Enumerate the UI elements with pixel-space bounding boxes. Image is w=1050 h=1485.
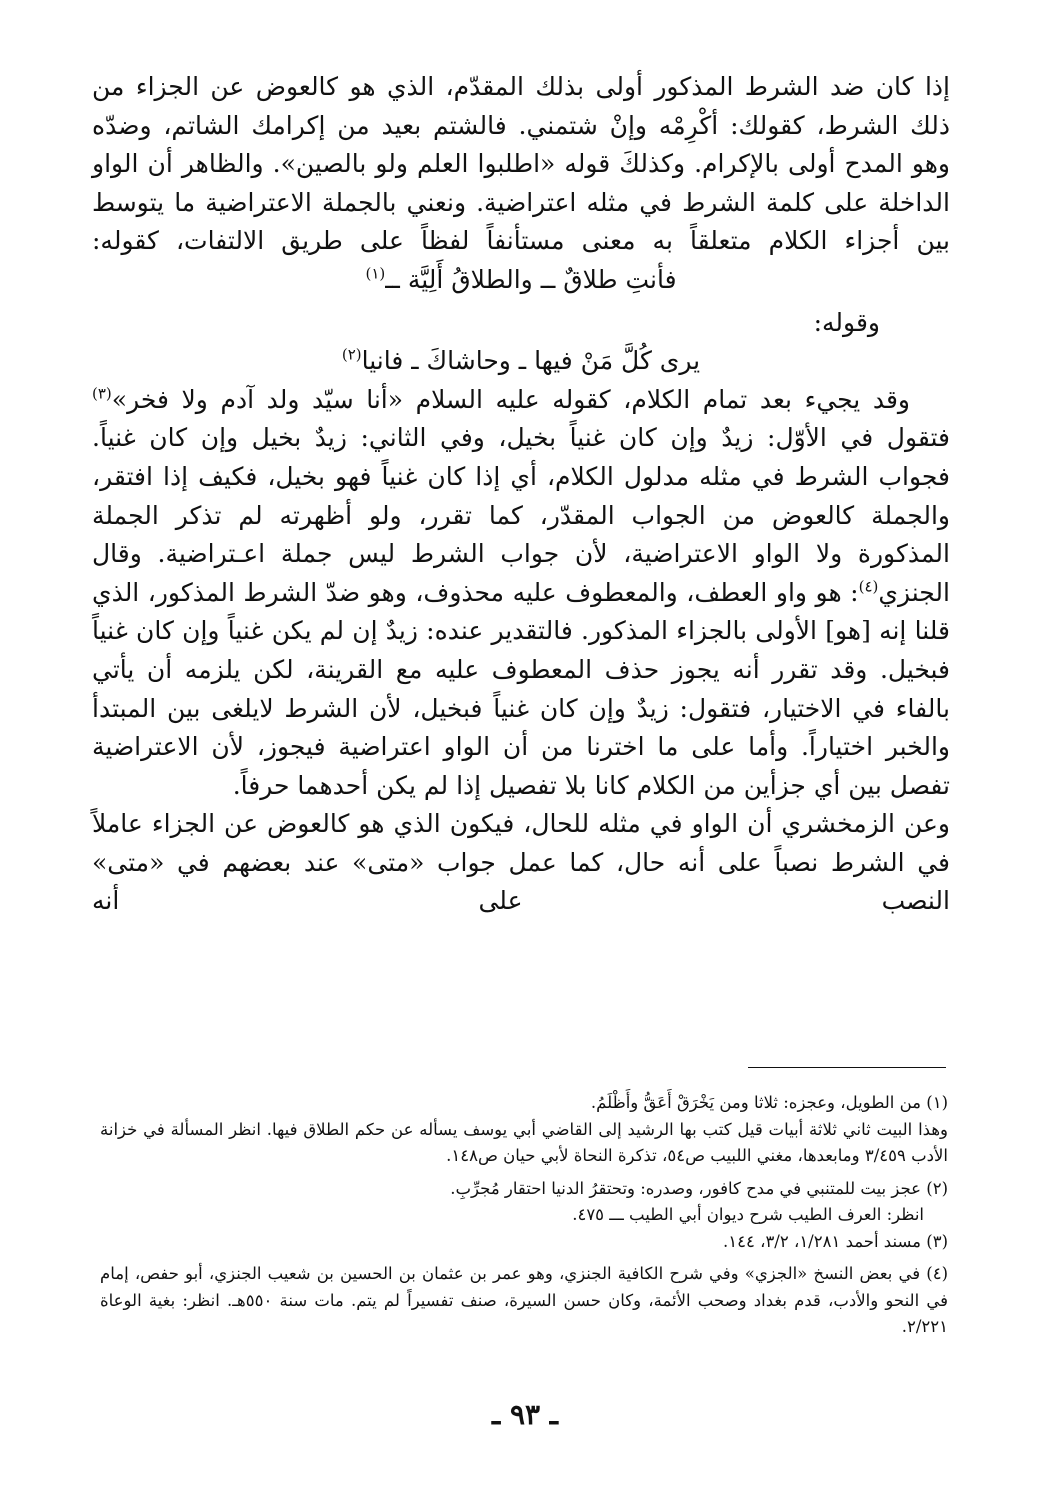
- main-text-body: [92, 68, 950, 921]
- footnotes-section: [100, 1090, 948, 1341]
- footnote-1: (١) من الطويل، وعجزه: ثلاثا ومن يَخْرَقْ أَعَقُّ وأَظْلَمُ.: [590, 1093, 948, 1112]
- verse-1-text: فأنتِ طلاقٌ ــ والطلاقُ أَلِيَّة ــ: [385, 264, 677, 294]
- footnote-ref-2: (٢): [341, 345, 362, 364]
- footnote-ref-4: (٤): [858, 577, 879, 596]
- footnote-3: (٣) مسند أحمد ١/٢٨١، ٣/٢، ١٤٤.: [723, 1231, 948, 1251]
- footnote-2: (٢) عجز بيت للمتنبي في مدح كافور، وصدره: وتحتقرُ الدنيا احتقار مُجرِّبِ.: [450, 1178, 948, 1198]
- footnote-4: (٤) في بعض النسخ «الجزي» وفي شرح الكافية الجنزي، وهو عمر بن عثمان بن الحسين بن شعيب الجنزي، أبو حفص، إمام في النحو والأدب، قدم بغداد وصحب الأئمة، وكان حسن السيرة، صنف تفسيراً لم يتم. مات سنة ٥٥٠هـ. انظر: بغية الوعاة ٢/٢٢١.: [100, 1264, 948, 1336]
- paragraph-2: [92, 381, 950, 806]
- footnote-ref-1: (١): [365, 264, 386, 283]
- paragraph-2-part-b: فتقول في الأوّل: زيدٌ وإن كان غنياً بخيل، وفي الثاني: زيدٌ بخيل وإن كان غنياً. فجواب الشرط في مثله مدلول الكلام، أي إذا كان غنياً فهو بخيل، فكيف إذا افتقر، والجملة كالعوض من الجواب المقدّر، كما تقرر، ولو أظهرته لم تذكر الجملة المذكورة ولا الواو الاعتراضية، لأن جواب الشرط ليس جملة اعـتراضية. وقال الجنزي: [92, 423, 950, 607]
- footnote-1-continuation: وهذا البيت ثاني ثلاثة أبيات قيل كتب بها الرشيد إلى القاضي أبي يوسف يسأله عن حكم الطلاق فيها. انظر المسألة في خزانة الأدب ٣/٤٥٩ ومابعدها، مغني اللبيب ص٥٤، تذكرة النحاة لأبي حيان ص١٤٨.: [100, 1119, 948, 1165]
- paragraph-2-part-a: وقد يجيء بعد تمام الكلام، كقوله عليه السلام «أنا سيّد ولد آدم ولا فخر»: [111, 384, 910, 414]
- verse-2: [92, 342, 950, 381]
- page-number: ـ ٩٣ ـ: [492, 1398, 558, 1431]
- quote-label: وقوله:: [813, 307, 880, 337]
- footnote-2-continuation: انظر: العرف الطيب شرح ديوان أبي الطيب ـــ ٤٧٥.: [572, 1205, 924, 1224]
- footnote-ref-3: (٣): [92, 384, 112, 403]
- paragraph-1: إذا كان ضد الشرط المذكور أولى بذلك المقدّم، الذي هو كالعوض عن الجزاء من ذلك الشرط، كقولك: أكْرِمْه وإنْ شتمني. فالشتم بعيد من إكرامك الشاتم، وضدّه وهو المدح أولى بالإكرام. وكذلكَ قوله «اطلبوا العلم ولو بالصين». والظاهر أن الواو الداخلة على كلمة الشرط في مثله اعتراضية. ونعني بالجملة الاعتراضية ما يتوسط بين أجزاء الكلام متعلقاً به معنى مستأنفاً لفظاً على طريق الالتفات، كقوله:: [92, 72, 950, 256]
- paragraph-3: وعن الزمخشري أن الواو في مثله للحال، فيكون الذي هو كالعوض عن الجزاء عاملاً في الشرط نصباً على أنه حال، كما عمل جواب «متى» عند بعضهم في «متى» النصب على أنه: [92, 809, 950, 916]
- verse-2-text: يرى كُلَّ مَنْ فيها ـ وحاشاكَ ـ فانيا: [361, 346, 701, 376]
- paragraph-2-part-c: : هو واو العطف، والمعطوف عليه محذوف، وهو ضدّ الشرط المذكور، الذي قلنا إنه [هو] الأولى بالجزاء المذكور. فالتقدير عنده: زيدٌ إن لم يكن غنياً وإن كان غنياً فبخيل. وقد تقرر أنه يجوز حذف المعطوف عليه مع القرينة، لكن يلزمه أن يأتي بالفاء في الاختيار، فتقول: زيدٌ وإن كان غنياً فبخيل، لأن الشرط لايلغى بين المبتدأ والخبر اختياراً. وأما على ما اخترنا من أن الواو اعتراضية فيجوز، لأن الاعتراضية تفصل بين أي جزأين من الكلام كانا بلا تفصيل إذا لم يكن أحدهما حرفاً.: [92, 577, 950, 800]
- footnote-divider: [748, 1067, 946, 1068]
- verse-1: [92, 261, 950, 300]
